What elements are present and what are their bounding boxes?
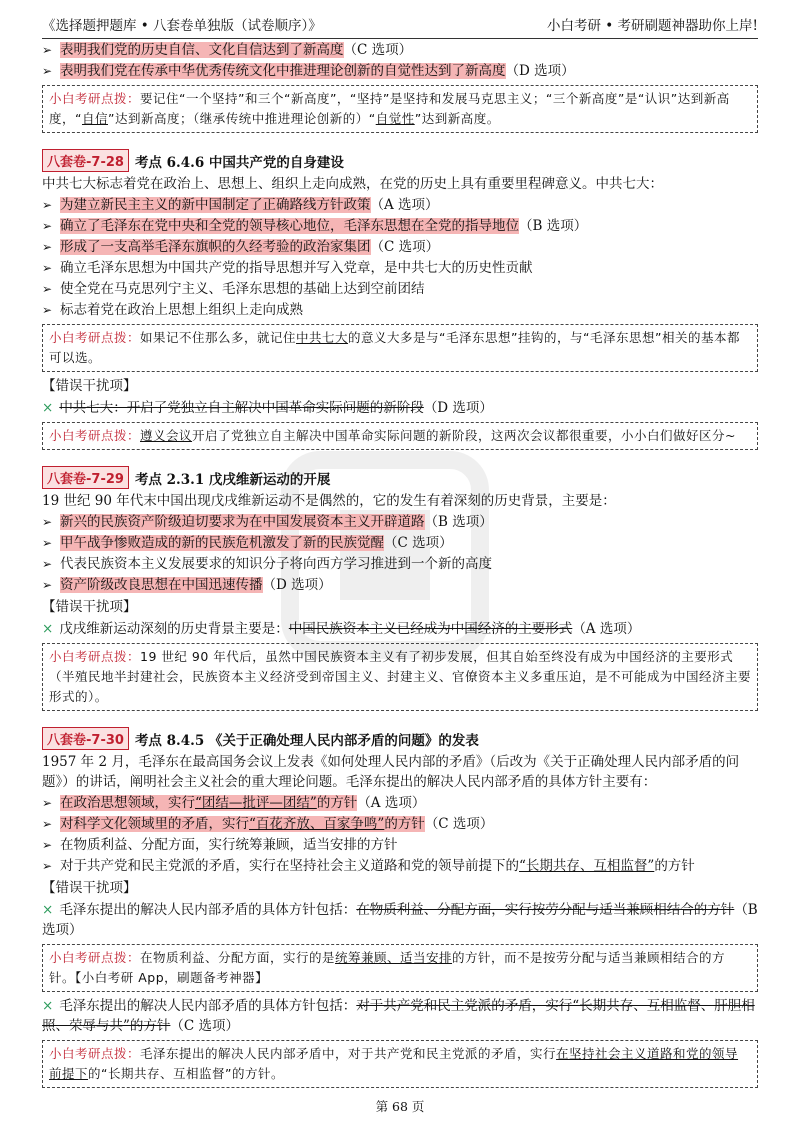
cross-icon: × bbox=[42, 621, 54, 637]
arrow-bullet-icon: ➢ bbox=[42, 578, 53, 592]
question-title: 考点 8.4.5 《关于正确处理人民内部矛盾的问题》的发表 bbox=[134, 732, 479, 749]
tip-box: 小白考研点拨：要记住“一个坚持”和三个“新高度”，“坚持”是坚持和发展马克思主义；“三个新高度”是“认识”达到新高度，“自信”达到新高度；（继承传统中推进理论创新的）“自觉性”达到新高度。 bbox=[42, 85, 758, 133]
list-item: ➢ 新兴的民族资产阶级迫切要求为在中国发展资本主义开辟道路（B 选项） bbox=[42, 514, 493, 530]
paragraph: 1957 年 2 月，毛泽东在最高国务会议上发表《如何处理人民内部的矛盾》（后改为《关于正确处理人民内部矛盾的问题》）的讲话，阐明社会主义社会的重大理论问题。毛泽东提出的解决人民内部矛盾的具体方针主要有： bbox=[42, 754, 740, 790]
arrow-bullet-icon: ➢ bbox=[42, 817, 53, 831]
list-item: ➢ 对科学文化领域里的矛盾，实行“百花齐放、百家争鸣”的方针（C 选项） bbox=[42, 816, 494, 832]
list-item: ➢ 标志着党在政治上思想上组织上走向成熟 bbox=[42, 302, 303, 318]
bullet-list bbox=[42, 195, 758, 320]
paragraph: 中共七大标志着党在政治上、思想上、组织上走向成熟，在党的历史上具有重要里程碑意义。中共七大： bbox=[42, 176, 663, 192]
distractor-heading: 【错误干扰项】 bbox=[42, 880, 137, 896]
arrow-bullet-icon: ➢ bbox=[42, 859, 53, 873]
arrow-bullet-icon: ➢ bbox=[42, 64, 53, 78]
list-item: ➢ 表明我们党的历史自信、文化自信达到了新高度（C 选项） bbox=[42, 42, 413, 58]
list-item: ➢ 对于共产党和民主党派的矛盾，实行在坚持社会主义道路和党的领导前提下的“长期共存、互相监督”的方针 bbox=[42, 858, 695, 874]
list-item: ➢ 代表民族资本主义发展要求的知识分子将向西方学习推进到一个新的高度 bbox=[42, 556, 492, 572]
distractor-item: × 毛泽东提出的解决人民内部矛盾的具体方针包括：对于共产党和民主党派的矛盾，实行“长期共存、互相监督、肝胆相照、荣辱与共”的方针（C 选项） bbox=[42, 998, 755, 1034]
page-number: 第 68 页 bbox=[375, 1099, 425, 1114]
bullet-list bbox=[42, 512, 758, 595]
tip-box: 小白考研点拨：遵义会议开启了党独立自主解决中国革命实际问题的新阶段，这两次会议都很重要，小小白们做好区分~ bbox=[42, 422, 758, 450]
arrow-bullet-icon: ➢ bbox=[42, 796, 53, 810]
tip-box: 小白考研点拨：毛泽东提出的解决人民内部矛盾中，对于共产党和民主党派的矛盾，实行在坚持社会主义道路和党的领导前提下的“长期共存、互相监督”的方针。 bbox=[42, 1040, 758, 1088]
question-tag: 八套卷-7-28 bbox=[42, 149, 129, 172]
question-heading bbox=[42, 149, 758, 172]
list-item: ➢ 在政治思想领域，实行“团结—批评—团结”的方针（A 选项） bbox=[42, 795, 426, 811]
paragraph: 19 世纪 90 年代末中国出现戊戌维新运动不是偶然的，它的发生有着深刻的历史背景，主要是： bbox=[42, 493, 616, 509]
distractor-item: × 戊戌维新运动深刻的历史背景主要是：中国民族资本主义已经成为中国经济的主要形式（A 选项） bbox=[42, 621, 641, 637]
list-item: ➢ 使全党在马克思列宁主义、毛泽东思想的基础上达到空前团结 bbox=[42, 281, 425, 297]
distractor-heading: 【错误干扰项】 bbox=[42, 599, 137, 615]
arrow-bullet-icon: ➢ bbox=[42, 557, 53, 571]
distractor-heading: 【错误干扰项】 bbox=[42, 378, 137, 394]
arrow-bullet-icon: ➢ bbox=[42, 515, 53, 529]
question-heading bbox=[42, 727, 758, 750]
tip-box: 小白考研点拨：19 世纪 90 年代后，虽然中国民族资本主义有了初步发展，但其自始至终没有成为中国经济的主要形式（半殖民地半封建社会，民族资本主义经济受到帝国主义、封建主义、官僚资本主义多重压迫，是不可能成为中国经济主要形式的）。 bbox=[42, 643, 758, 711]
tip-box: 小白考研点拨：在物质利益、分配方面，实行的是统筹兼顾、适当安排的方针，而不是按劳分配与适当兼顾相结合的方针。【小白考研 App，刷题备考神器】 bbox=[42, 944, 758, 992]
bullet-list bbox=[42, 793, 758, 876]
question-heading bbox=[42, 466, 758, 489]
tip-box: 小白考研点拨：如果记不住那么多，就记住中共七大的意义大多是与“毛泽东思想”挂钩的，与“毛泽东思想”相关的基本都可以选。 bbox=[42, 324, 758, 372]
list-item: ➢ 形成了一支高举毛泽东旗帜的久经考验的政治家集团（C 选项） bbox=[42, 239, 440, 255]
arrow-bullet-icon: ➢ bbox=[42, 43, 53, 57]
arrow-bullet-icon: ➢ bbox=[42, 536, 53, 550]
distractor-item: × 中共七大：开启了党独立自主解决中国革命实际问题的新阶段（D 选项） bbox=[42, 400, 493, 416]
arrow-bullet-icon: ➢ bbox=[42, 219, 53, 233]
page-header bbox=[42, 8, 758, 39]
cross-icon: × bbox=[42, 998, 54, 1014]
list-item: ➢ 确立了毛泽东在党中央和全党的领导核心地位，毛泽东思想在全党的指导地位（B 选项） bbox=[42, 218, 588, 234]
list-item: ➢ 资产阶级改良思想在中国迅速传播（D 选项） bbox=[42, 577, 332, 593]
question-tag: 八套卷-7-29 bbox=[42, 466, 129, 489]
arrow-bullet-icon: ➢ bbox=[42, 303, 53, 317]
document-page bbox=[42, 8, 758, 1092]
arrow-bullet-icon: ➢ bbox=[42, 198, 53, 212]
cross-icon: × bbox=[42, 400, 54, 416]
cross-icon: × bbox=[42, 902, 54, 918]
header-slogan: 小白考研 • 考研刷题神器助你上岸! bbox=[547, 18, 758, 34]
list-item: ➢ 表明我们党在传承中华优秀传统文化中推进理论创新的自觉性达到了新高度（D 选项） bbox=[42, 63, 575, 79]
distractor-item: × 毛泽东提出的解决人民内部矛盾的具体方针包括：在物质利益、分配方面，实行按劳分配与适当兼顾相结合的方针（B 选项） bbox=[42, 902, 758, 938]
question-tag: 八套卷-7-30 bbox=[42, 727, 129, 750]
question-title: 考点 2.3.1 戊戌维新运动的开展 bbox=[134, 471, 331, 488]
list-item: ➢ 甲午战争惨败造成的新的民族危机激发了新的民族觉醒（C 选项） bbox=[42, 535, 453, 551]
question-title: 考点 6.4.6 中国共产党的自身建设 bbox=[134, 154, 344, 171]
list-item: ➢ 确立毛泽东思想为中国共产党的指导思想并写入党章，是中共七大的历史性贡献 bbox=[42, 260, 533, 276]
arrow-bullet-icon: ➢ bbox=[42, 282, 53, 296]
arrow-bullet-icon: ➢ bbox=[42, 240, 53, 254]
list-item: ➢ 为建立新民主主义的新中国制定了正确路线方针政策（A 选项） bbox=[42, 197, 439, 213]
arrow-bullet-icon: ➢ bbox=[42, 261, 53, 275]
arrow-bullet-icon: ➢ bbox=[42, 838, 53, 852]
list-item: ➢ 在物质利益、分配方面，实行统筹兼顾，适当安排的方针 bbox=[42, 837, 398, 853]
header-title: 《选择题押题库 • 八套卷单独版（试卷顺序）》 bbox=[42, 18, 322, 34]
